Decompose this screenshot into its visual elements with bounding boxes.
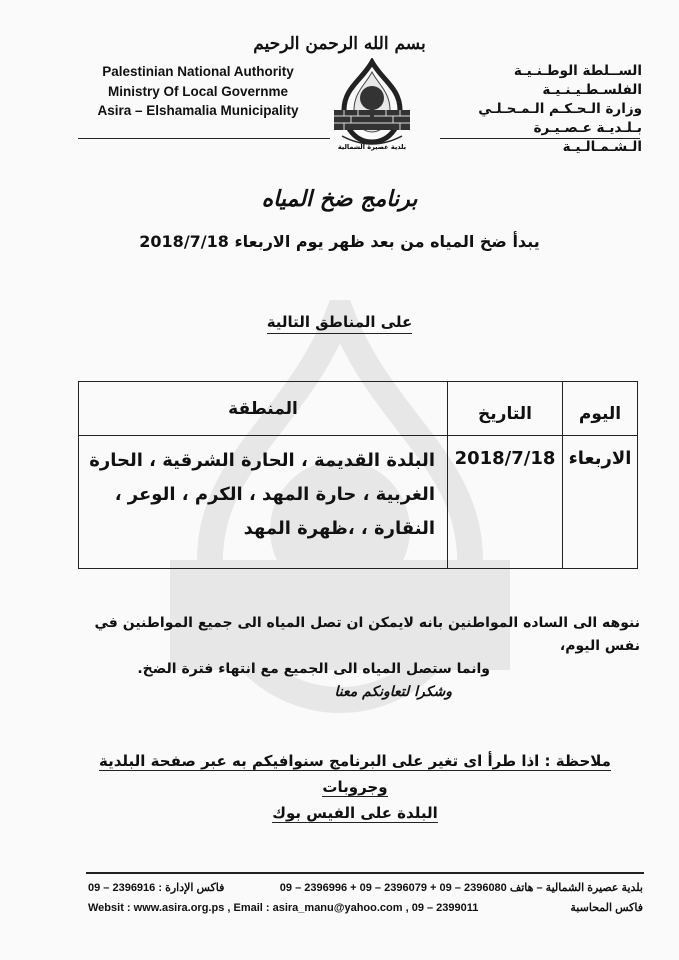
- areas-heading: [0, 313, 679, 331]
- table-row: [79, 436, 638, 569]
- basmala: بسم الله الرحمن الرحيم: [253, 34, 426, 54]
- region-line: الغربية ، حارة المهد ، الكرم ، الوعر ،: [114, 484, 435, 505]
- english-line: Ministry Of Local Governme: [107, 83, 289, 99]
- thanks-line: وشكرا لتعاونكم معنا: [334, 684, 452, 700]
- footer-divider: [86, 872, 644, 874]
- note-line: البلدة على الفيس بوك: [272, 804, 438, 822]
- cell-region: [79, 436, 448, 569]
- english-line: Palestinian National Authority: [102, 64, 294, 79]
- region-line: النقارة ، ،ظهرة المهد: [243, 518, 435, 539]
- notice-line: ننوهه الى الساده المواطنين بانه لايمكن ان تصل المياه الى جميع المواطنين في نفس اليوم،: [94, 615, 640, 654]
- header-region: المنطقة: [79, 382, 448, 436]
- footer-row: [88, 878, 643, 898]
- municipality-logo: [328, 58, 416, 154]
- notice-line: وانما ستصل المياه الى الجميع مع انتهاء فترة الضخ.: [137, 661, 490, 677]
- logo-text: بلدية عصيرة الشمالية: [337, 143, 407, 151]
- header-divider-left: [78, 138, 330, 139]
- note-line: ملاحظة : اذا طرأ اى تغير على البرنامج سنوافيكم به عبر صفحة البلدية وجروبات: [99, 752, 611, 796]
- start-announcement: يبدأ ضخ المياه من بعد ظهر يوم الاربعاء 2018/7/18: [139, 232, 540, 251]
- english-line: Asira – Elshamalia Municipality: [97, 103, 299, 118]
- notice-paragraph: [60, 612, 640, 704]
- schedule-table: [78, 381, 638, 569]
- header-date: التاريخ: [448, 382, 563, 436]
- note-paragraph: [70, 748, 640, 826]
- arabic-line: وزارة الـحـكـم الـمـحـلـي: [478, 101, 642, 117]
- footer-row: [88, 898, 643, 918]
- header-day: اليوم: [563, 382, 638, 436]
- admin-fax: 09 – 2396916 : فاكس الإدارة: [88, 882, 225, 894]
- cell-day: الاربعاء: [563, 436, 638, 569]
- accounting-fax-label: فاكس المحاسبة: [570, 902, 643, 914]
- header-english: [78, 62, 318, 121]
- header-arabic: [452, 62, 642, 157]
- header-divider-right: [440, 138, 640, 139]
- table-header-row: [79, 382, 638, 436]
- areas-heading-text: على المناطق التالية: [267, 313, 413, 334]
- page-title: برنامج ضخ المياه: [261, 186, 418, 212]
- region-line: البلدة القديمة ، الحارة الشرقية ، الحارة: [89, 450, 435, 471]
- arabic-line: الســلطة الوطـنـيـة الفلسـطـيـنـيـة: [513, 63, 642, 98]
- arabic-line: بـلـديـة عـصـيـرة الـشـمـالـيـة: [533, 120, 642, 155]
- website-email: Websit : www.asira.org.ps , Email : asira_manu@yahoo.com , 09 – 2399011: [88, 902, 479, 914]
- footer-contacts: [88, 878, 643, 918]
- phone-numbers: بلدية عصيرة الشمالية – هاتف 2396080 – 09 + 2396079 – 09 + 2396996 – 09: [279, 882, 643, 894]
- cell-date: 2018/7/18: [448, 436, 563, 569]
